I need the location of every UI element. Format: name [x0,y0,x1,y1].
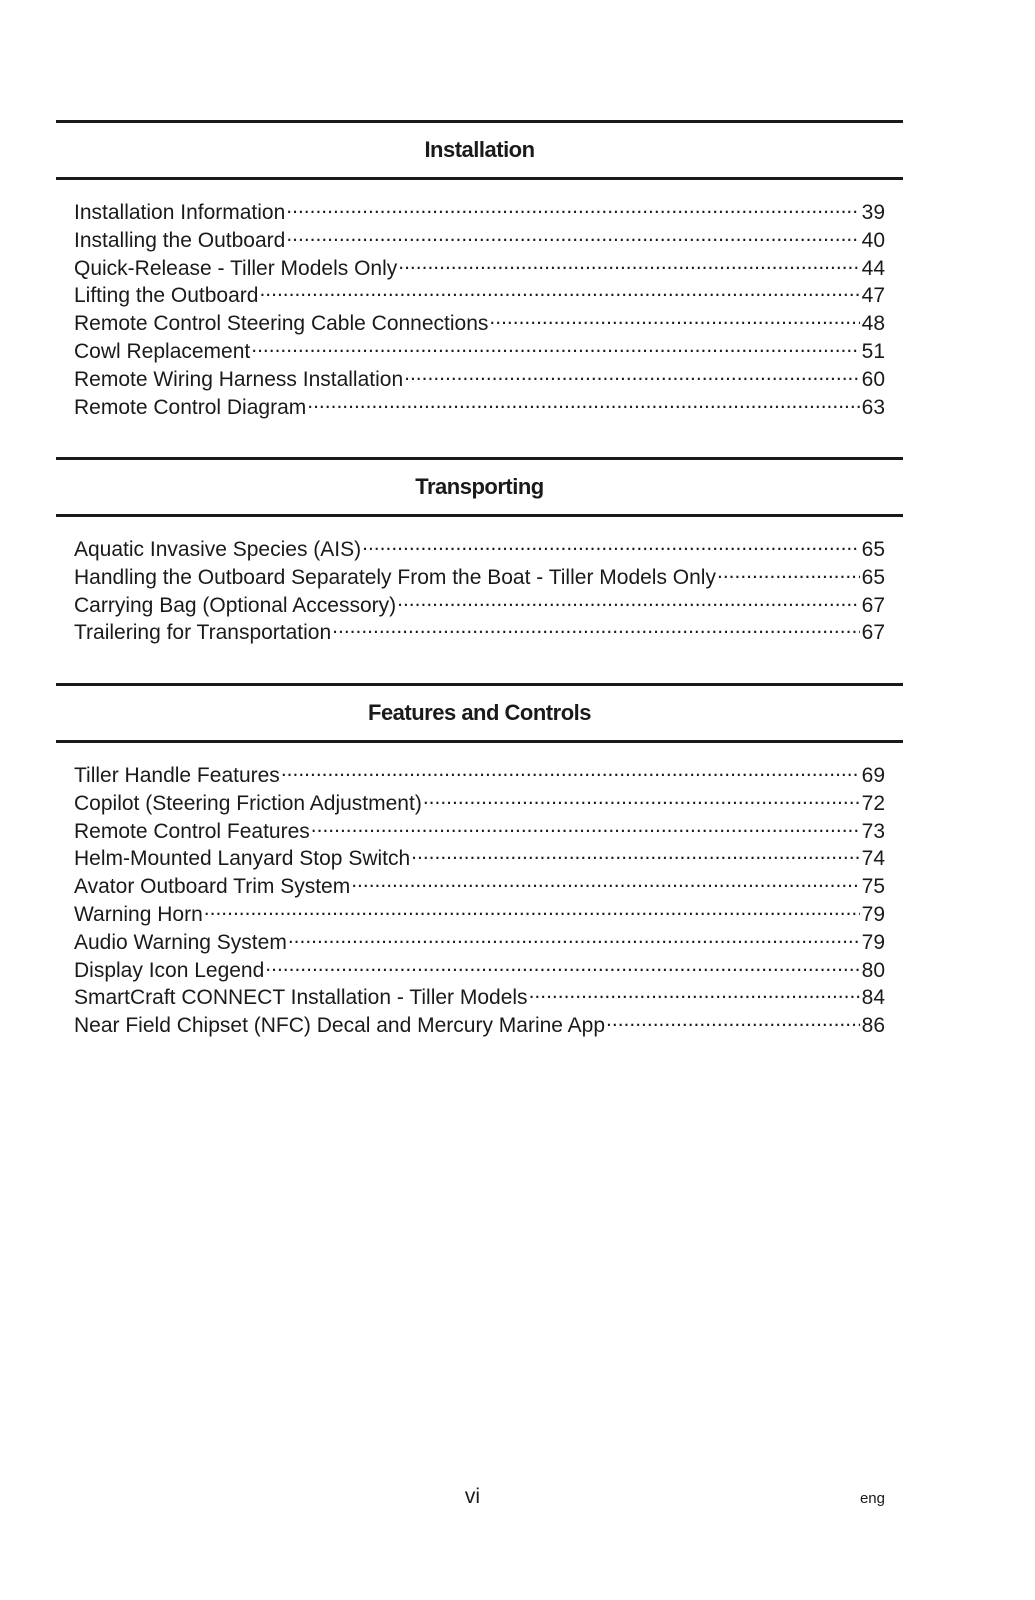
toc-entry[interactable] [74,309,903,337]
toc-entry-page: 79 [861,930,885,954]
footer-language-code: eng [859,1490,885,1507]
dot-leader [311,817,860,838]
dot-leader [307,393,859,414]
dot-leader [265,956,859,977]
toc-entry-title: Helm-Mounted Lanyard Stop Switch [74,847,411,871]
dot-leader [281,761,860,782]
toc-entry-page: 79 [861,902,885,926]
toc-entry[interactable] [74,1011,903,1039]
toc-entry-page: 39 [861,201,885,224]
toc-entry-page: 48 [861,312,885,336]
toc-entry-title: Display Icon Legend [74,958,265,982]
dot-leader [404,365,860,386]
toc-entry[interactable] [74,563,903,591]
toc-entry-title: Quick-Release - Tiller Models Only [74,256,398,280]
toc-entry[interactable] [74,226,903,254]
section-title: Features and Controls [368,700,591,725]
toc-entry-title: Lifting the Outboard [74,284,259,308]
dot-leader [489,309,859,330]
toc-entry[interactable] [74,789,903,817]
toc-entry[interactable] [74,254,903,282]
dot-leader [251,337,859,358]
toc-entry[interactable] [74,928,903,956]
toc-entry-page: 67 [861,593,885,617]
toc-section-transporting [56,457,903,646]
toc-entry-title: Warning Horn [74,902,203,926]
dot-leader [717,563,860,584]
toc-entry-list [56,517,903,646]
toc-entry-title: Copilot (Steering Friction Adjustment) [74,791,422,815]
toc-entry-title: Near Field Chipset (NFC) Decal and Mercury Marine App [74,1014,606,1038]
toc-entry-page: 86 [861,1014,885,1038]
toc-entry-page: 84 [861,986,885,1010]
toc-entry[interactable] [74,817,903,845]
toc-entry[interactable] [74,393,903,421]
toc-entry[interactable] [74,872,903,900]
toc-entry-title: SmartCraft CONNECT Installation - Tiller Models [74,986,528,1010]
toc-entry-page: 63 [861,395,885,419]
toc-entry-title: Remote Wiring Harness Installation [74,367,404,391]
toc-entry-page: 40 [861,228,885,252]
dot-leader [397,591,860,612]
toc-entry[interactable] [74,591,903,619]
toc-entry[interactable] [74,337,903,365]
dot-leader [286,226,859,247]
toc-entry-page: 65 [861,538,885,561]
section-title: Installation [424,137,535,162]
toc-entry-title: Carrying Bag (Optional Accessory) [74,593,397,617]
toc-entry-list [56,743,903,1039]
toc-entry-page: 67 [861,621,885,645]
toc-entry-page: 73 [861,819,885,843]
toc-entry-page: 44 [861,256,885,280]
toc-entry-title: Installing the Outboard [74,228,286,252]
toc-entry-title: Avator Outboard Trim System [74,875,351,899]
toc-entry-page: 80 [861,958,885,982]
toc-entry[interactable] [74,365,903,393]
toc-entry[interactable] [74,983,903,1011]
section-title: Transporting [415,474,544,499]
toc-entry-title: Remote Control Steering Cable Connections [74,312,489,336]
dot-leader [204,900,860,921]
toc-entry-page: 69 [861,764,885,787]
toc-section-installation [56,120,903,420]
toc-entry-title: Trailering for Transportation [74,621,332,645]
dot-leader [411,844,859,865]
dot-leader [529,983,860,1004]
dot-leader [332,618,859,639]
toc-entry-page: 72 [861,791,885,815]
toc-entry[interactable] [74,281,903,309]
toc-entry-title: Remote Control Features [74,819,310,843]
toc-entry-title: Audio Warning System [74,930,287,954]
dot-leader [351,872,859,893]
dot-leader [286,198,859,219]
dot-leader [362,535,860,556]
toc-entry-title: Tiller Handle Features [74,764,280,787]
toc-entry-title: Handling the Outboard Separately From the Boat - Tiller Models Only [74,565,716,589]
toc-entry-title: Remote Control Diagram [74,395,307,419]
toc-entry-title: Aquatic Invasive Species (AIS) [74,538,362,561]
toc-section-features-and-controls [56,683,903,1039]
toc-entry[interactable] [74,900,903,928]
toc-entry-list [56,180,903,420]
dot-leader [259,281,859,302]
dot-leader [606,1011,860,1032]
dot-leader [288,928,860,949]
toc-entry-page: 75 [861,875,885,899]
toc-entry-title: Installation Information [74,201,286,224]
toc-entry-page: 47 [861,284,885,308]
toc-entry-page: 74 [861,847,885,871]
dot-leader [398,254,859,275]
toc-entry[interactable] [74,761,903,789]
toc-entry[interactable] [74,956,903,984]
footer-page-number: vi [464,1485,481,1508]
dot-leader [423,789,860,810]
toc-entry-page: 65 [861,565,885,589]
toc-entry-page: 60 [861,367,885,391]
toc-entry-title: Cowl Replacement [74,339,251,363]
toc-entry[interactable] [74,618,903,646]
toc-entry[interactable] [74,198,903,226]
toc-entry[interactable] [74,844,903,872]
toc-entry[interactable] [74,535,903,563]
toc-entry-page: 51 [861,339,885,363]
